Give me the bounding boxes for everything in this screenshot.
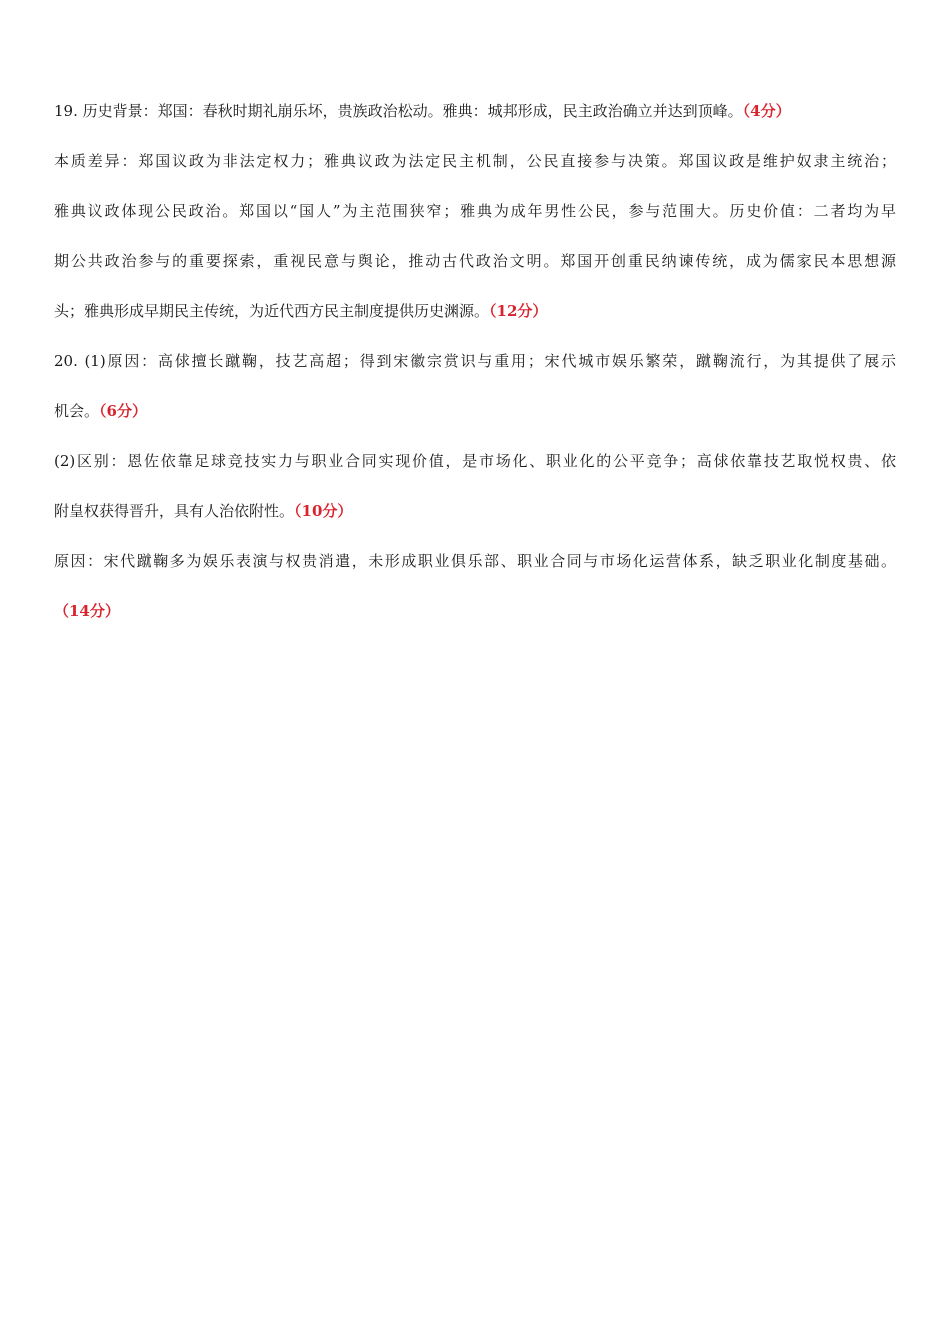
q19-value-text: 期公共政治参与的重要探索，重视民意与舆论，推动古代政治文明。郑国开创重民纳谏传统，成为儒家民本思想源 — [54, 252, 896, 270]
score-badge: （14分） — [54, 602, 120, 620]
q20-line-5 — [54, 542, 896, 592]
q19-line-4 — [54, 242, 896, 292]
score-badge: （4分） — [742, 102, 791, 120]
q19-line-3 — [54, 192, 896, 242]
q19-line-2 — [54, 142, 896, 192]
q19-background-text: 19. 历史背景：郑国：春秋时期礼崩乐坏，贵族政治松动。雅典：城邦形成，民主政治确立并达到顶峰。 — [54, 102, 743, 120]
q20-part2-text: (2)区别：恩佐依靠足球竞技实力与职业合同实现价值，是市场化、职业化的公平竞争；高俅依靠技艺取悦权贵、依 — [54, 452, 896, 470]
q20-line-1 — [54, 342, 896, 392]
score-badge: （10分） — [294, 502, 353, 520]
q20-line-3 — [54, 442, 896, 492]
q20-line-2 — [54, 392, 896, 442]
q20-part1-text: 机会。 — [54, 402, 100, 420]
q20-part2-text: 附皇权获得晋升，具有人治依附性。 — [54, 502, 295, 520]
q19-difference-text: 本质差异：郑国议政为非法定权力；雅典议政为法定民主机制，公民直接参与决策。郑国议政是维护奴隶主统治； — [54, 152, 896, 170]
q20-line-4 — [54, 492, 896, 542]
q19-line-5 — [54, 292, 896, 342]
q19-difference-text: 雅典议政体现公民政治。郑国以“国人”为主范围狭窄；雅典为成年男性公民，参与范围大。历史价值：二者均为早 — [54, 202, 896, 220]
q20-part1-text: 20. (1)原因：高俅擅长蹴鞠，技艺高超；得到宋徽宗赏识与重用；宋代城市娱乐繁荣，蹴鞠流行，为其提供了展示 — [54, 352, 896, 370]
q19-line-1 — [54, 92, 896, 142]
q20-line-6 — [54, 592, 896, 642]
score-badge: （6分） — [99, 402, 147, 420]
q19-value-text: 头；雅典形成早期民主传统，为近代西方民主制度提供历史渊源。 — [54, 302, 490, 320]
answer-text — [54, 92, 896, 642]
score-badge: （12分） — [489, 302, 548, 320]
q20-reason-text: 原因：宋代蹴鞠多为娱乐表演与权贵消遣，未形成职业俱乐部、职业合同与市场化运营体系，缺乏职业化制度基础。 — [54, 552, 896, 570]
